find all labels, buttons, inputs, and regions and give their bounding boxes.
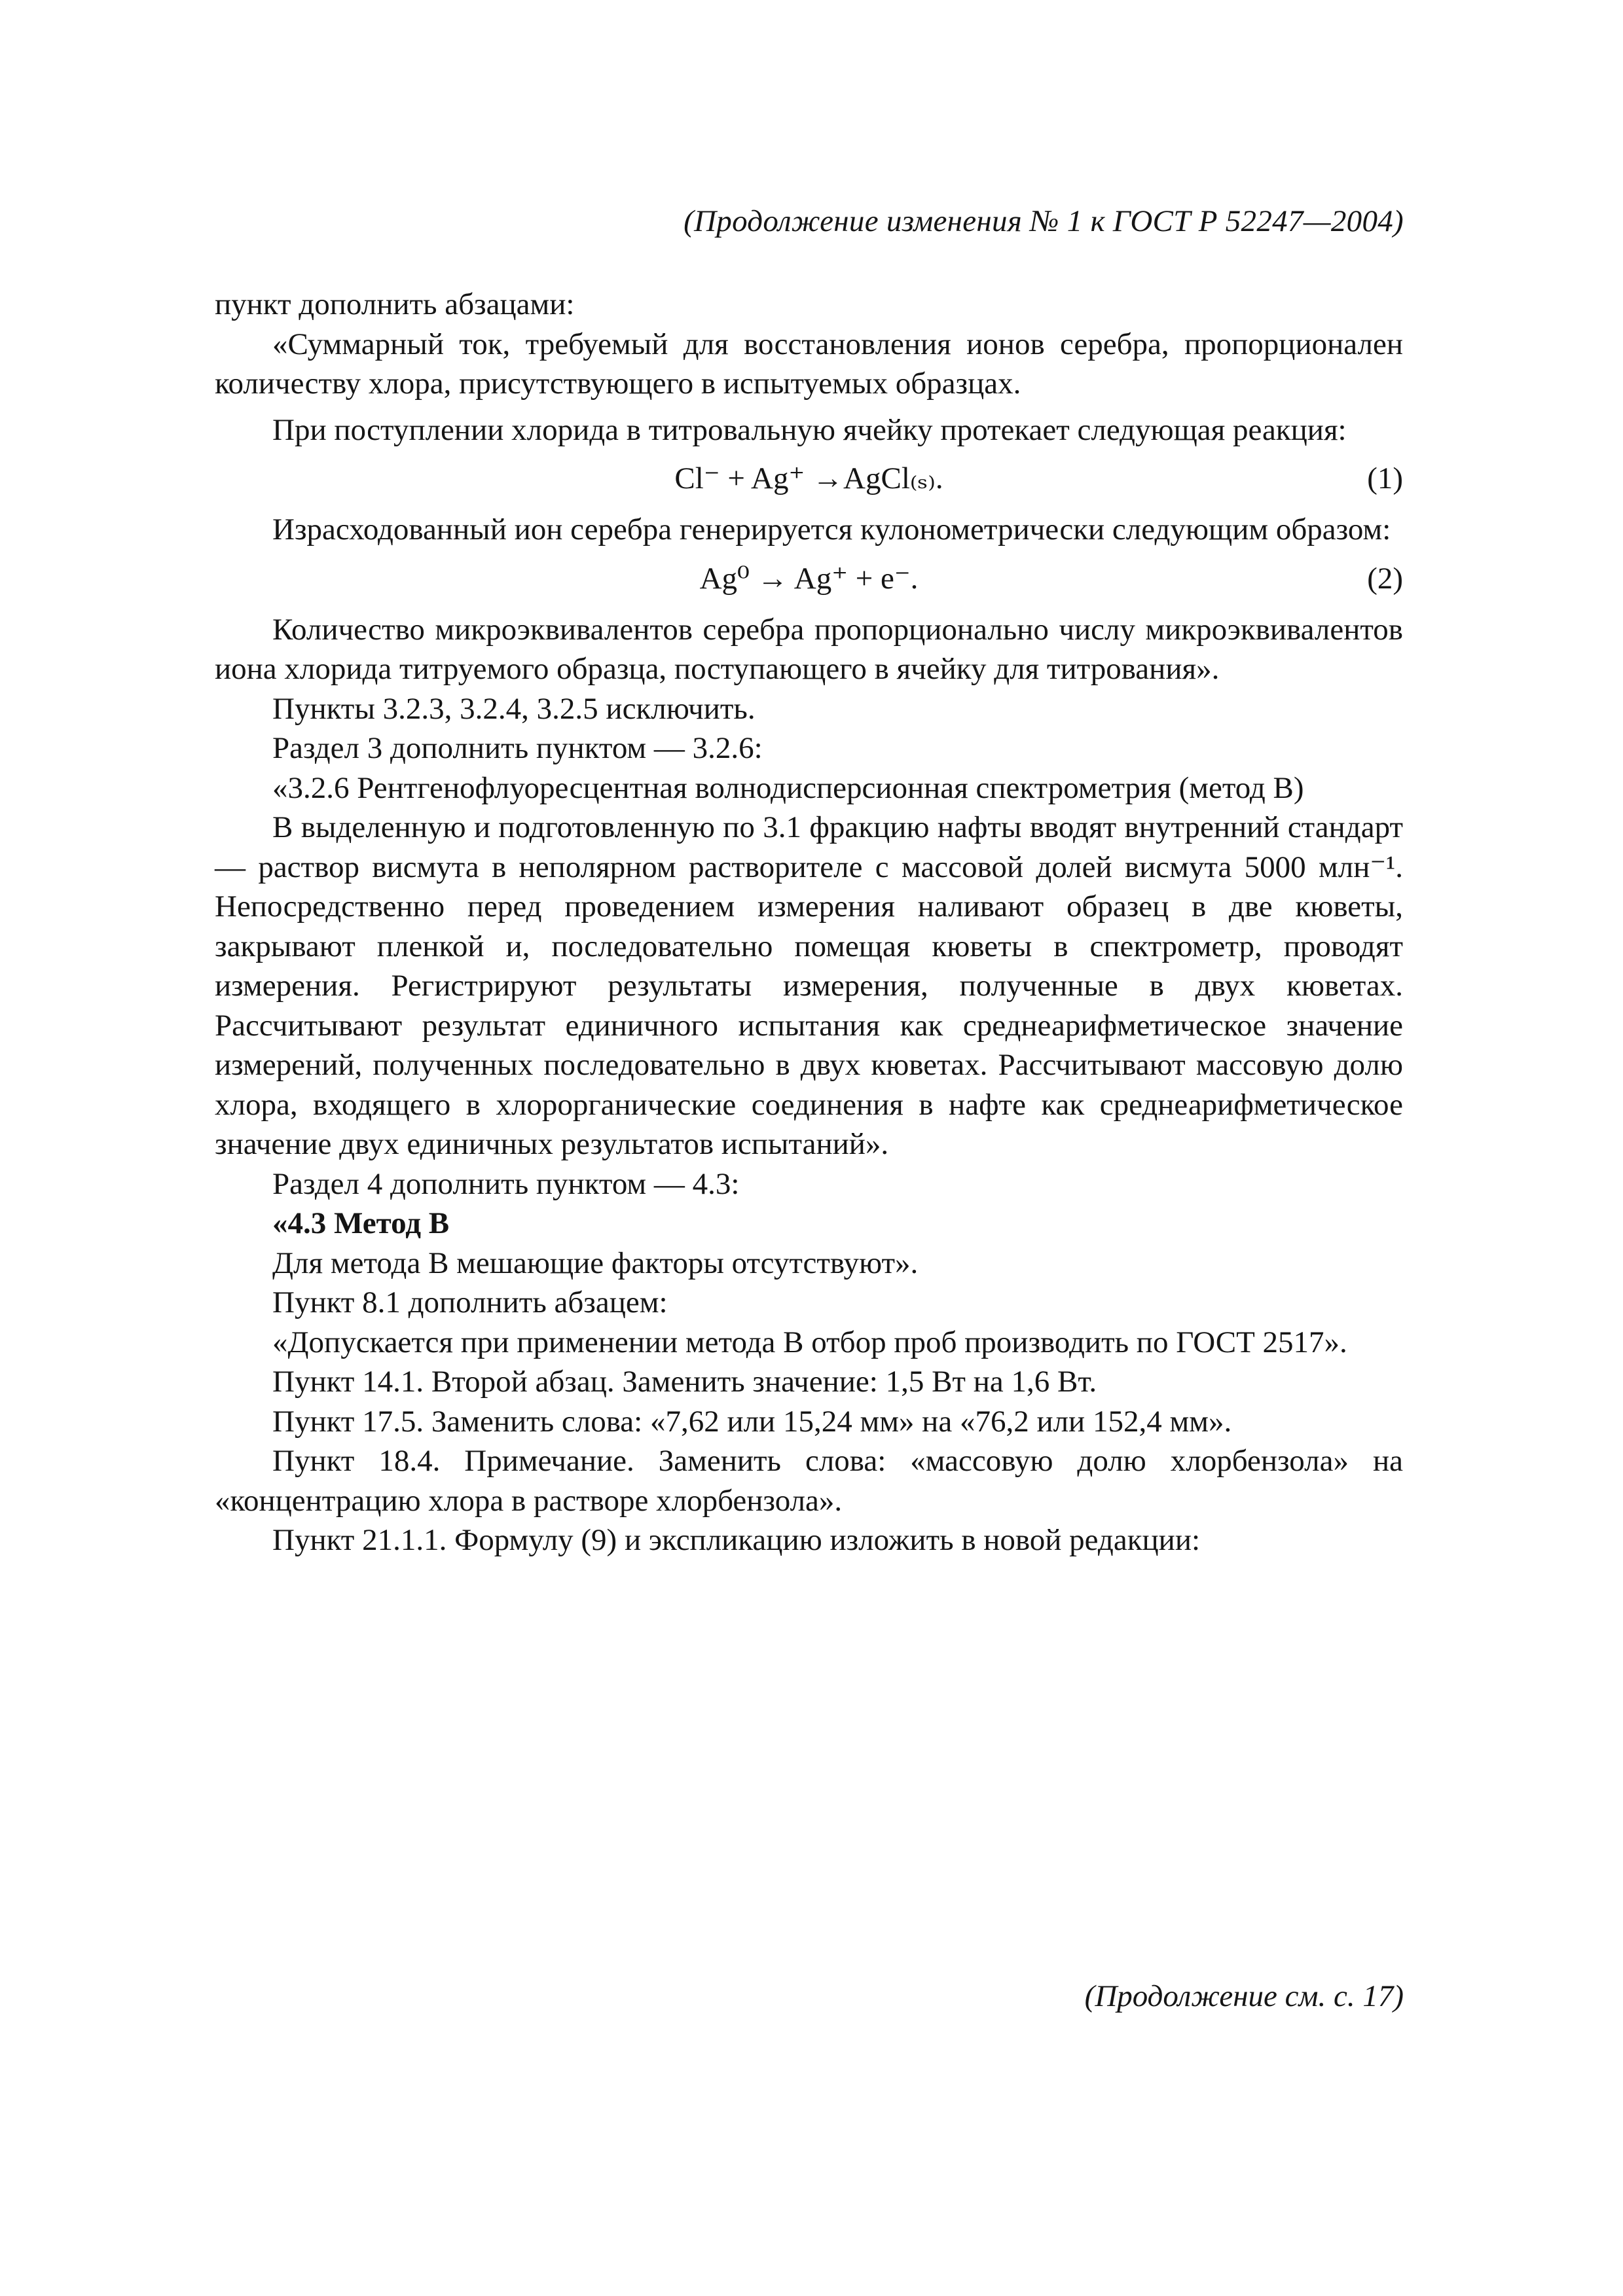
paragraph: пункт дополнить абзацами: (215, 287, 575, 321)
paragraph: «Допускается при применении метода В отбор проб производить по ГОСТ 2517». (272, 1325, 1347, 1359)
paragraph: В выделенную и подготовленную по 3.1 фракцию нафты вводят внутренний стандарт — раствор висмута в неполярном растворителе с массовой долей висмута 5000 млн⁻¹. Непосредственно перед проведением измерения наливают образец в две кюветы, закрывают пленкой и, последовательно помещая кюветы в спектрометр, проводят измерения. Регистрируют результаты измерения, полученные в двух кюветах. Рассчитывают результат единичного испытания как среднеарифметическое значение измерений, полученных последовательно в двух кюветах. Рассчитывают массовую долю хлора, входящего в хлорорганические соединения в нафте как среднеарифметическое значение двух единичных результатов испытаний». (215, 810, 1403, 1161)
paragraph: При поступлении хлорида в титровальную ячейку протекает следующая реакция: (272, 412, 1347, 447)
page-header: (Продолжение изменения № 1 к ГОСТ Р 52247—2004) (684, 204, 1404, 238)
paragraph: «3.2.6 Рентгенофлуоресцентная волнодисперсионная спектрометрия (метод В) (272, 770, 1304, 805)
page-footer: (Продолжение см. с. 17) (1084, 1979, 1404, 2013)
formula-1 (215, 459, 1403, 501)
formula-expression: Cl⁻ + Ag⁺ →AgCl₍ₛ₎. (674, 461, 943, 495)
paragraph: Пункты 3.2.3, 3.2.4, 3.2.5 исключить. (272, 691, 756, 726)
paragraph: Раздел 3 дополнить пунктом — 3.2.6: (272, 731, 763, 765)
document-body (215, 285, 1403, 1560)
paragraph: Пункт 21.1.1. Формулу (9) и экспликацию изложить в новой редакции: (272, 1523, 1201, 1557)
section-heading: «4.3 Метод В (272, 1206, 450, 1240)
paragraph: Пункт 8.1 дополнить абзацем: (272, 1285, 668, 1319)
paragraph: Раздел 4 дополнить пунктом — 4.3: (272, 1166, 740, 1201)
formula-expression: Ag⁰ → Ag⁺ + e⁻. (699, 561, 919, 596)
formula-number: (2) (1367, 561, 1403, 596)
paragraph: Количество микроэквивалентов серебра пропорционально числу микроэквивалентов иона хлорида титруемого образца, поступающего в ячейку для титрования». (215, 612, 1403, 686)
paragraph: Пункт 14.1. Второй абзац. Заменить значение: 1,5 Вт на 1,6 Вт. (272, 1365, 1097, 1399)
formula-2 (215, 559, 1403, 601)
paragraph: Израсходованный ион серебра генерируется кулонометрически следующим образом: (272, 512, 1391, 547)
paragraph: «Суммарный ток, требуемый для восстановления ионов серебра, пропорционален количеству хлора, присутствующего в испытуемых образцах. (215, 327, 1403, 401)
paragraph: Пункт 18.4. Примечание. Заменить слова: «массовую долю хлорбензола» на «концентрацию хлора в растворе хлорбензола». (215, 1444, 1403, 1518)
paragraph: Для метода В мешающие факторы отсутствуют». (272, 1246, 919, 1280)
paragraph: Пункт 17.5. Заменить слова: «7,62 или 15,24 мм» на «76,2 или 152,4 мм». (272, 1404, 1232, 1439)
formula-number: (1) (1367, 461, 1403, 495)
